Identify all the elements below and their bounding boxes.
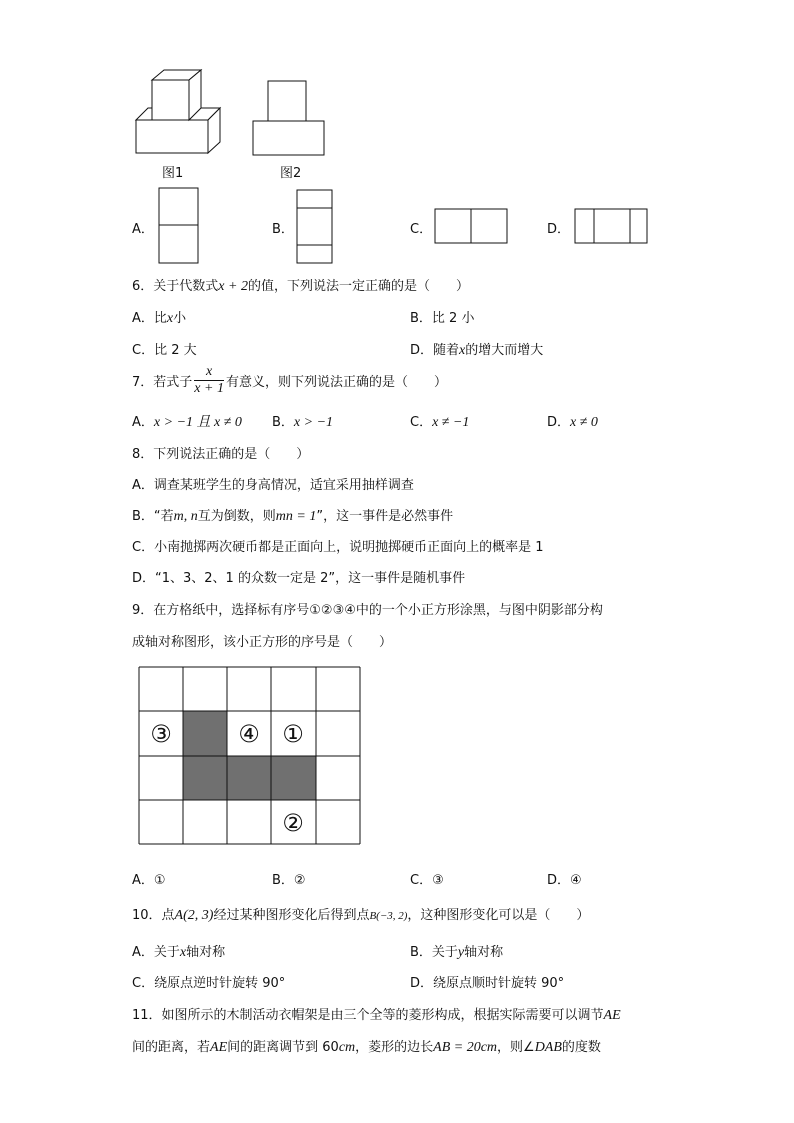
figure-2-front-view — [250, 78, 330, 158]
q9-stem-line2: 成轴对称图形，该小正方形的序号是（ ） — [132, 635, 393, 650]
q8-option-a: A．调查某班学生的身高情况，适宜采用抽样调查 — [132, 478, 414, 493]
figure-1-caption: 图1 — [162, 166, 184, 181]
q7-fraction: $\frac{x}{x + 1}$ — [194, 364, 224, 396]
grid-shaded-cell — [271, 756, 316, 800]
q5-option-d-label: D． — [547, 222, 571, 237]
q6-option-a: A．比x小 — [132, 311, 187, 326]
q7-option-b: B．x > −1 — [272, 415, 334, 430]
q9-option-a: A．① — [132, 873, 166, 888]
q5-option-a-label: A． — [132, 222, 154, 237]
q9-stem-line1: 9．在方格纸中，选择标有序号①②③④中的一个小正方形涂黑，与图中阴影部分构 — [132, 603, 603, 618]
q8-option-b: B．“若m, n互为倒数，则mn = 1”，这一事件是必然事件 — [132, 509, 454, 524]
grid-shaded-cell — [227, 756, 271, 800]
q7-option-c: C．x ≠ −1 — [410, 415, 470, 430]
q5-option-a-figure — [158, 187, 200, 265]
q11-line1: 11．如图所示的木制活动衣帽架是由三个全等的菱形构成，根据实际需要可以调节AE — [132, 1008, 621, 1023]
q9-option-c: C．③ — [410, 873, 444, 888]
q6-option-b: B．比 2 小 — [410, 311, 475, 326]
q10-stem: 10．点A(2, 3)经过某种图形变化后得到点B(−3, 2)，这种图形变化可以是（ ） — [132, 908, 590, 923]
q8-stem: 8．下列说法正确的是（ ） — [132, 447, 310, 462]
q5-option-c-figure — [434, 208, 510, 246]
figure-1-stacked-cubes — [130, 68, 230, 160]
q6-option-d: D．随着x的增大而增大 — [410, 343, 544, 358]
q5-option-b-label: B． — [272, 222, 294, 237]
q7-option-a: A．x > −1 且 x ≠ 0 — [132, 415, 242, 430]
q6-option-c: C．比 2 大 — [132, 343, 197, 358]
q7-option-d: D．x ≠ 0 — [547, 415, 598, 430]
q9-grid-figure — [138, 666, 364, 848]
q7-stem: 7．若式子 $\frac{x}{x + 1}$ 有意义，则下列说法正确的是（ ） — [132, 364, 447, 396]
grid-label-3: ③ — [150, 720, 172, 748]
grid-label-1: ① — [282, 720, 304, 748]
q9-option-d: D．④ — [547, 873, 582, 888]
q10-option-d: D．绕原点顺时针旋转 90° — [410, 976, 565, 991]
q8-option-d: D．“1、3、2、1 的众数一定是 2”，这一事件是随机事件 — [132, 571, 466, 586]
grid-label-2: ② — [282, 809, 304, 837]
grid-shaded-cell — [183, 756, 227, 800]
grid-label-4: ④ — [238, 720, 260, 748]
grid-shaded-cell — [183, 711, 227, 756]
figure-2-caption: 图2 — [280, 166, 302, 181]
q11-line2: 间的距离，若AE间的距离调节到 60cm，菱形的边长AB = 20cm，则∠DAB的度数 — [132, 1040, 601, 1055]
q10-option-b: B．关于y轴对称 — [410, 945, 504, 960]
q6-stem: 6．关于代数式x + 2的值，下列说法一定正确的是（ ） — [132, 279, 469, 294]
q10-option-a: A．关于x轴对称 — [132, 945, 226, 960]
q6-expression: x + 2 — [218, 279, 248, 294]
q9-option-b: B．② — [272, 873, 306, 888]
q5-option-d-figure — [574, 208, 650, 246]
q10-option-c: C．绕原点逆时针旋转 90° — [132, 976, 286, 991]
q5-option-c-label: C． — [410, 222, 433, 237]
q8-option-c: C．小南抛掷两次硬币都是正面向上，说明抛掷硬币正面向上的概率是 1 — [132, 540, 544, 555]
q5-option-b-figure — [296, 189, 334, 265]
